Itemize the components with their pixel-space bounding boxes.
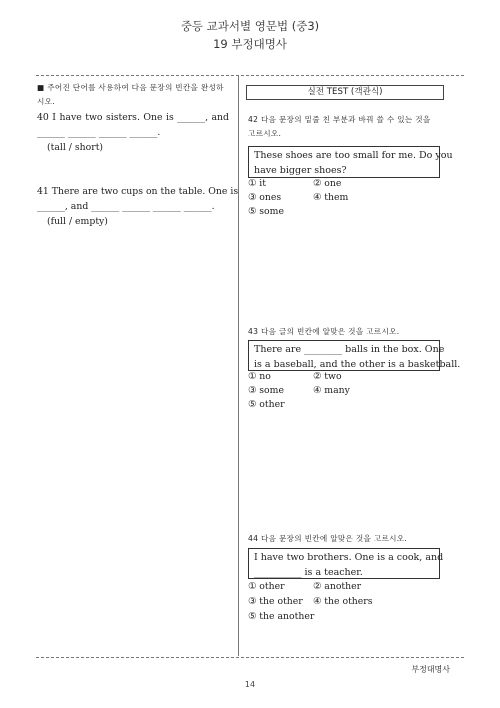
q42-box-line-1: These shoes are too small for me. Do you — [254, 150, 453, 161]
page-number: 14 — [244, 680, 256, 689]
q42-option-5[interactable]: ⑤ some — [248, 206, 284, 217]
q42-box-line-2: have bigger shoes? — [254, 164, 347, 176]
q43-stem: 43 다음 글의 빈칸에 알맞은 것을 고르시오. — [248, 327, 400, 336]
q43-option-2[interactable]: ② two — [313, 371, 342, 382]
q42-option-1[interactable]: ① it — [248, 178, 266, 189]
page-header-title: 중등 교과서별 영문법 (중3) — [180, 19, 320, 33]
q44-box-line-2: __________ is a teacher. — [254, 566, 363, 578]
column-divider — [238, 76, 239, 656]
q44-option-4[interactable]: ④ the others — [313, 596, 373, 607]
instruction-line-2: 시오. — [37, 97, 55, 106]
q43-box-line-2: is a baseball, and the other is a basketball. — [254, 358, 461, 370]
q43-option-4[interactable]: ④ many — [313, 385, 350, 396]
q41-line-1: 41 There are two cups on the table. One is — [37, 186, 239, 197]
q42-option-2[interactable]: ② one — [313, 178, 342, 189]
q42-stem-line-2: 고르시오. — [248, 129, 282, 138]
q43-option-3[interactable]: ③ some — [248, 385, 284, 396]
q44-box-line-1: I have two brothers. One is a cook, and — [254, 552, 444, 563]
q42-sentence-box — [248, 146, 453, 178]
q43-option-5[interactable]: ⑤ other — [248, 399, 285, 410]
q44-sentence-box — [248, 548, 444, 579]
q43-option-1[interactable]: ① no — [248, 371, 271, 382]
q42-stem-line-1: 42 다음 문장의 밑줄 친 부분과 바꿔 쓸 수 있는 것을 — [248, 115, 431, 124]
q44-stem: 44 다음 문장의 빈칸에 알맞은 것을 고르시오. — [248, 534, 408, 543]
footer-section-label: 부정대명사 — [411, 665, 450, 674]
page-header-subtitle: 19 부정대명사 — [213, 37, 287, 51]
instruction-line-1: ■ 주어진 단어를 사용하여 다음 문장의 빈칸을 완성하 — [37, 83, 224, 92]
q40-hint: (tall / short) — [47, 142, 104, 153]
q44-option-5[interactable]: ⑤ the another — [248, 611, 315, 622]
q42-option-4[interactable]: ④ them — [313, 192, 349, 203]
q44-option-2[interactable]: ② another — [313, 581, 362, 592]
q44-option-1[interactable]: ① other — [248, 581, 285, 592]
q44-option-3[interactable]: ③ the other — [248, 596, 303, 607]
q42-option-3[interactable]: ③ ones — [248, 192, 282, 203]
q43-sentence-box — [248, 340, 461, 371]
q41-line-2: ______, and ______ ______ ______ ______. — [37, 201, 215, 212]
test-section-title: 실전 TEST (객관식) — [246, 85, 444, 100]
q43-box-line-1: There are ________ balls in the box. One — [254, 344, 445, 355]
top-divider — [36, 75, 464, 76]
q41-hint: (full / empty) — [47, 216, 108, 227]
q40-line-1: 40 I have two sisters. One is ______, and — [37, 112, 229, 123]
q40-line-2: ______ ______ ______ ______. — [37, 127, 161, 138]
bottom-divider — [36, 657, 464, 658]
